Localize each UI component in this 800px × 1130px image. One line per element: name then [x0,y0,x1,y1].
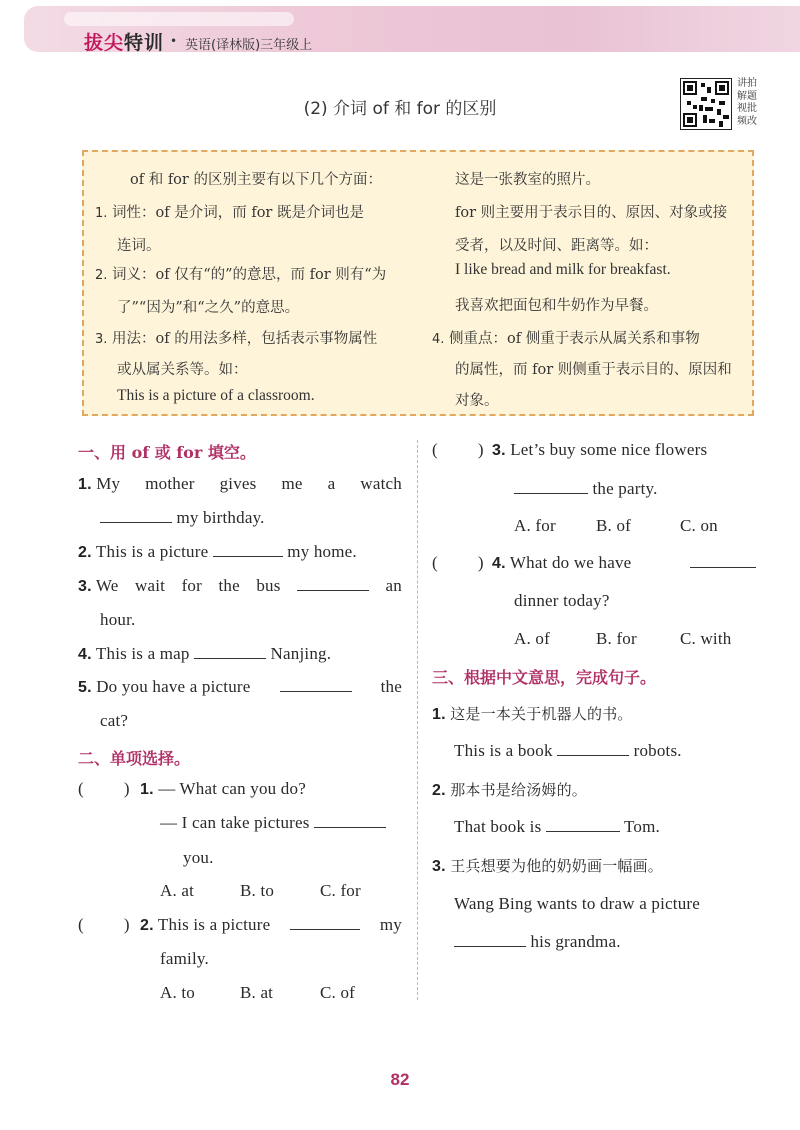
book-info: 英语(译林版)三年级上 [185,38,313,53]
part3-q2-english: That book is Tom. [454,817,660,836]
note-point-4-line2: 的属性，而 for 则侧重于表示目的、原因和 [455,362,732,378]
note-point-2-line2: 了”“因为”和“之久”的意思。 [117,300,300,316]
note-example-1-translation: 这是一张教室的照片。 [455,172,600,188]
note-example-1: This is a picture of a classroom. [117,387,315,404]
note-point-4-line1: 4. 侧重点：of 侧重于表示从属关系和事物 [432,331,700,347]
answer-blank[interactable] [514,479,588,494]
header-dot: • [170,34,178,48]
part2-q2-option-c[interactable]: C. of [320,983,355,1002]
answer-blank[interactable] [557,741,629,756]
part1-q1-line2: my birthday. [100,508,265,528]
part2-q4-option-a[interactable]: A. of [514,629,550,648]
page-number: 82 [390,1070,410,1089]
brand-logo: 拔尖特训 [84,32,165,54]
note-point-4-line3: 对象。 [455,393,499,409]
part2-q4-paren[interactable]: ( ) [432,553,484,572]
note-intro: of 和 for 的区别主要有以下几个方面： [130,172,382,188]
part1-q2: 2. This is a picture my home. [78,542,357,561]
part1-q5-line1: 5. Do you have a picture the [78,677,402,696]
part2-q4-option-c[interactable]: C. with [680,629,732,648]
part2-q1-option-b[interactable]: B. to [240,881,275,900]
part2-q3-line1: 3. Let’s buy some nice flowers [492,440,708,459]
part2-q3-line2: the party. [514,479,658,499]
part1-q4: 4. This is a map Nanjing. [78,644,332,663]
part1-q1-line1: 1. My mother gives me a watch [78,474,402,493]
note-point-3-line1: 3. 用法：of 的用法多样，包括表示事物属性 [95,331,378,347]
note-for-usage-line2: 受者，以及时间、距离等。如： [455,238,658,254]
part2-title: 二、单项选择。 [78,749,191,768]
section-title: (2) 介词 of 和 for 的区别 [303,99,497,119]
part1-title: 一、用 of 或 for 填空。 [78,443,256,462]
answer-blank[interactable] [280,677,352,692]
part3-q3-english-line1: Wang Bing wants to draw a picture [454,894,701,913]
part2-q1-line2: — I can take pictures [160,813,386,833]
part1-q5-line2: cat? [100,711,129,730]
qr-code-icon[interactable] [680,78,732,130]
answer-blank[interactable] [454,932,526,947]
column-divider [417,440,418,1000]
part2-q4-option-b[interactable]: B. for [596,629,637,648]
part1-q3-line2: hour. [100,610,136,629]
part2-q3-option-c[interactable]: C. on [680,516,718,535]
part1-q3-line1: 3. We wait for the bus an [78,576,402,595]
part3-q3-chinese: 3. 王兵想要为他的奶奶画一幅画。 [432,857,664,875]
part2-q2-option-a[interactable]: A. to [160,983,195,1002]
note-for-usage-line1: for 则主要用于表示目的、原因、对象或接 [455,205,728,221]
part2-q1-line1: 1. — What can you do? [140,779,306,798]
part2-q1-line3: you. [183,848,214,867]
part2-q2-line1: 2. This is a picture my [140,915,402,934]
answer-blank[interactable] [297,576,369,591]
part3-q1-chinese: 1. 这是一本关于机器人的书。 [432,705,633,723]
answer-blank[interactable] [194,644,266,659]
part2-q3-paren[interactable]: ( ) [432,440,484,459]
answer-blank[interactable] [290,915,360,930]
part3-title: 三、根据中文意思，完成句子。 [432,668,657,687]
answer-blank[interactable] [546,817,620,832]
part2-q3-option-b[interactable]: B. of [596,516,631,535]
answer-blank[interactable] [213,542,283,557]
note-example-2: I like bread and milk for breakfast. [455,261,671,278]
note-point-1-line1: 1. 词性：of 是介词，而 for 既是介词也是 [95,205,364,221]
part2-q4-line1: 4. What do we have [492,553,756,573]
part2-q1-option-a[interactable]: A. at [160,881,195,900]
part3-q1-english: This is a book robots. [454,741,682,760]
part3-q2-chinese: 2. 那本书是给汤姆的。 [432,781,588,799]
answer-blank[interactable] [690,553,756,568]
answer-blank[interactable] [100,508,172,523]
part2-q1-paren[interactable]: ( ) [78,779,130,798]
part2-q4-line2: dinner today? [514,591,610,610]
part2-q3-option-a[interactable]: A. for [514,516,556,535]
note-point-2-line1: 2. 词义：of 仅有“的”的意思，而 for 则有“为 [95,267,387,283]
note-point-1-line2: 连词。 [117,238,161,254]
part2-q1-option-c[interactable]: C. for [320,881,361,900]
qr-label: 讲拍 解题 视批 频改 [737,78,757,127]
part2-q2-paren[interactable]: ( ) [78,915,130,934]
note-point-3-line2: 或从属关系等。如： [117,362,248,378]
part2-q2-option-b[interactable]: B. at [240,983,274,1002]
part3-q3-english-line2: his grandma. [454,932,621,952]
note-example-2-translation: 我喜欢把面包和牛奶作为早餐。 [455,298,658,314]
part2-q2-line2: family. [160,949,209,968]
answer-blank[interactable] [314,813,386,828]
